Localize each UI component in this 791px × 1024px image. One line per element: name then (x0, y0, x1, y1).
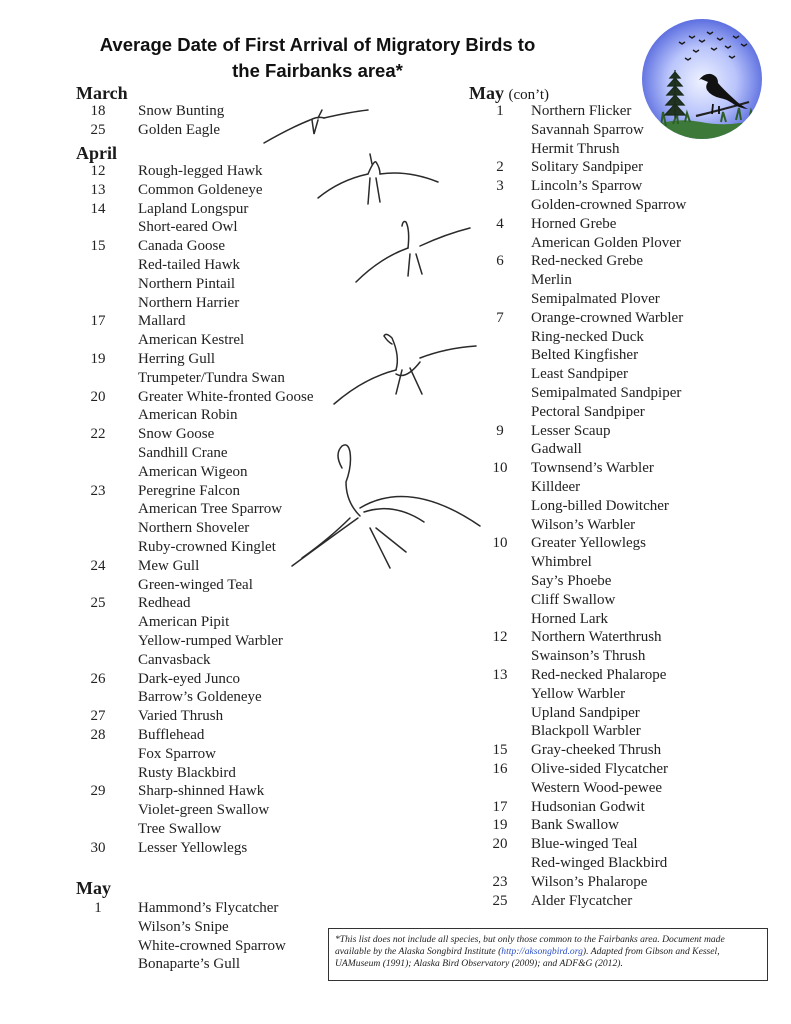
arrival-day: 9 (496, 422, 504, 439)
arrival-day: 27 (90, 708, 106, 725)
crane-flight-illustration (260, 98, 485, 578)
heading-suffix: (con’t) (508, 87, 550, 103)
bird-name: Hermit Thrush (531, 140, 620, 157)
arrival-day: 29 (90, 783, 106, 800)
section-heading-may-continued (469, 83, 549, 104)
arrival-day: 1 (94, 900, 102, 916)
page-title (40, 32, 595, 84)
section-heading-march: March (76, 83, 128, 103)
bird-name: Common Goldeneye (138, 181, 263, 198)
bird-name: Golden-crowned Sparrow (531, 197, 687, 213)
section-heading-may: May (76, 878, 111, 898)
arrival-day: 19 (90, 351, 106, 367)
bird-name: Northern Shoveler (138, 520, 250, 537)
bird-name: Long-billed Dowitcher (531, 497, 669, 514)
arrival-day: 25 (90, 595, 106, 612)
arrival-day: 17 (90, 313, 106, 330)
bird-name: Bank Swallow (531, 817, 619, 834)
arrival-day: 10 (492, 535, 508, 552)
footnote-box (328, 928, 768, 981)
bird-name: Rusty Blackbird (138, 764, 236, 781)
bird-name: Short-eared Owl (138, 219, 238, 236)
bird-name: Lincoln’s Sparrow (531, 178, 643, 195)
bird-name: Wilson’s Warbler (531, 516, 636, 533)
arrival-day: 25 (90, 121, 106, 138)
bird-name: Red-necked Grebe (531, 253, 644, 270)
bird-name: Orange-crowned Warbler (531, 309, 684, 326)
footnote-text-after: ). Adapted from Gibson and Kessel, UAMuseum (1991); Alaska Bird Observatory (2009); and ADF&G (2012). (335, 946, 720, 969)
arrival-day: 23 (492, 873, 508, 890)
bird-name: Violet-green Swallow (138, 802, 270, 819)
bird-name: Red-winged Blackbird (531, 855, 668, 871)
bird-name: Olive-sided Flycatcher (531, 761, 669, 777)
bird-name: Lesser Yellowlegs (138, 839, 248, 856)
bird-name: Northern Waterthrush (531, 629, 662, 646)
crane-sketch-2 (318, 154, 438, 204)
bird-name: Merlin (531, 272, 572, 289)
bird-name: Northern Pintail (138, 275, 236, 292)
bird-name: Blackpoll Warbler (531, 723, 641, 740)
footnote-link[interactable]: http://aksongbird.org (501, 946, 583, 957)
bird-name: Bufflehead (138, 727, 205, 743)
arrival-day: 30 (90, 839, 106, 856)
arrival-day: 15 (90, 238, 106, 255)
bird-name: American Pipit (138, 614, 230, 631)
bird-name: Golden Eagle (138, 121, 221, 138)
bird-name: Canvasback (138, 651, 211, 668)
arrival-day: 2 (496, 159, 504, 176)
bird-name: Savannah Sparrow (531, 121, 644, 138)
bird-name: Red-necked Phalarope (531, 667, 667, 683)
arrival-day: 20 (90, 388, 106, 405)
title-line-2: the Fairbanks area* (232, 60, 403, 81)
bird-name: Greater White-fronted Goose (138, 388, 314, 405)
bird-name: American Robin (138, 407, 238, 424)
bird-name: American Wigeon (138, 463, 248, 480)
bird-name: Herring Gull (138, 351, 216, 367)
arrival-day: 15 (492, 742, 508, 759)
arrival-day: 12 (492, 629, 508, 646)
arrival-day: 7 (496, 309, 504, 326)
crane-sketch-3 (356, 222, 470, 283)
bird-name: Tree Swallow (138, 821, 222, 837)
bird-name: Semipalmated Sandpiper (531, 385, 682, 401)
bird-name: Peregrine Falcon (138, 482, 241, 499)
bird-name: Mallard (138, 313, 186, 330)
bird-name: Green-winged Teal (138, 576, 253, 593)
bird-name: Gadwall (531, 441, 582, 458)
arrival-day: 28 (90, 727, 106, 743)
arrival-day: 4 (496, 215, 504, 232)
bird-name: Horned Lark (531, 610, 609, 627)
bird-name: Bonaparte’s Gull (138, 956, 241, 973)
crane-sketch-4 (334, 334, 476, 404)
bird-name: Townsend’s Warbler (531, 460, 654, 477)
arrival-day: 13 (492, 667, 508, 683)
bird-name: Whimbrel (531, 554, 592, 571)
bird-name: Say’s Phoebe (531, 573, 612, 589)
section-heading-april: April (76, 143, 118, 163)
bird-name: Killdeer (531, 479, 581, 495)
arrival-day: 12 (90, 163, 106, 179)
arrival-day: 23 (90, 482, 106, 499)
arrival-day: 16 (492, 761, 508, 777)
bird-name: American Tree Sparrow (138, 501, 283, 518)
arrival-day: 6 (496, 253, 504, 270)
arrival-day: 14 (90, 200, 106, 217)
arrival-day: 19 (492, 817, 508, 834)
bird-name: Rough-legged Hawk (138, 163, 263, 179)
bird-name: Swainson’s Thrush (531, 648, 646, 665)
heading-text: May (469, 83, 504, 103)
bird-name: Hudsonian Godwit (531, 798, 645, 815)
bird-name: Gray-cheeked Thrush (531, 742, 662, 759)
bird-name: Greater Yellowlegs (531, 535, 646, 552)
arrival-day: 13 (90, 181, 106, 198)
arrival-day: 17 (492, 798, 508, 815)
bird-name: Solitary Sandpiper (531, 159, 644, 176)
footnote-text-before: *This list does not include all species, but only those common to the Fairbanks area. Document made available by the Alaska Songbird Institute ( (335, 934, 725, 957)
crane-sketch-1 (264, 110, 368, 143)
bird-name: Barrow’s Goldeneye (138, 689, 262, 706)
arrival-day: 24 (90, 557, 106, 574)
bird-name: Semipalmated Plover (531, 291, 660, 307)
bird-name: Western Wood-pewee (531, 779, 663, 796)
crane-sketch-5 (292, 445, 480, 568)
bird-name: White-crowned Sparrow (138, 937, 286, 954)
bird-name: Northern Flicker (531, 103, 632, 119)
bird-name: Belted Kingfisher (531, 347, 639, 364)
bird-name: American Golden Plover (531, 234, 681, 251)
bird-name: Snow Bunting (138, 103, 225, 119)
arrival-day: 3 (496, 178, 504, 195)
bird-name: Least Sandpiper (531, 366, 629, 383)
bird-name: Northern Harrier (138, 294, 240, 311)
arrival-day: 10 (492, 460, 508, 477)
bird-name: Dark-eyed Junco (138, 670, 241, 687)
bird-name: Pectoral Sandpiper (531, 403, 645, 420)
bird-name: Snow Goose (138, 426, 215, 443)
bird-name: Fox Sparrow (138, 745, 216, 762)
bird-name: Red-tailed Hawk (138, 257, 241, 273)
bird-name: American Kestrel (138, 332, 245, 349)
bird-name: Trumpeter/Tundra Swan (138, 369, 285, 386)
bird-name: Sharp-shinned Hawk (138, 783, 265, 800)
arrival-day: 26 (90, 670, 106, 687)
bird-name: Varied Thrush (138, 708, 224, 725)
bird-name: Lesser Scaup (531, 422, 611, 439)
bird-name: Blue-winged Teal (531, 836, 638, 853)
bird-name: Yellow-rumped Warbler (138, 633, 283, 649)
bird-name: Lapland Longspur (138, 200, 249, 217)
bird-name: Wilson’s Phalarope (531, 873, 648, 890)
bird-name: Hammond’s Flycatcher (138, 900, 279, 916)
title-line-1: Average Date of First Arrival of Migratory Birds to (99, 34, 536, 55)
bird-name: Sandhill Crane (138, 445, 228, 461)
arrival-day: 25 (492, 892, 508, 909)
raven-logo-icon (641, 18, 763, 140)
bird-name: Horned Grebe (531, 215, 617, 232)
bird-name: Ruby-crowned Kinglet (138, 539, 276, 555)
arrival-day: 1 (496, 103, 504, 119)
bird-name: Cliff Swallow (531, 591, 616, 608)
bird-name: Canada Goose (138, 238, 226, 255)
bird-name: Redhead (138, 595, 191, 612)
arrival-day: 22 (90, 426, 106, 443)
arrival-day: 20 (492, 836, 508, 853)
bird-name: Ring-necked Duck (531, 328, 644, 345)
bird-name: Alder Flycatcher (531, 892, 633, 909)
bird-name: Wilson’s Snipe (138, 918, 229, 935)
bird-name: Yellow Warbler (531, 685, 626, 702)
arrival-day: 18 (90, 103, 106, 119)
bird-name: Mew Gull (138, 557, 200, 574)
bird-name: Upland Sandpiper (531, 704, 640, 721)
